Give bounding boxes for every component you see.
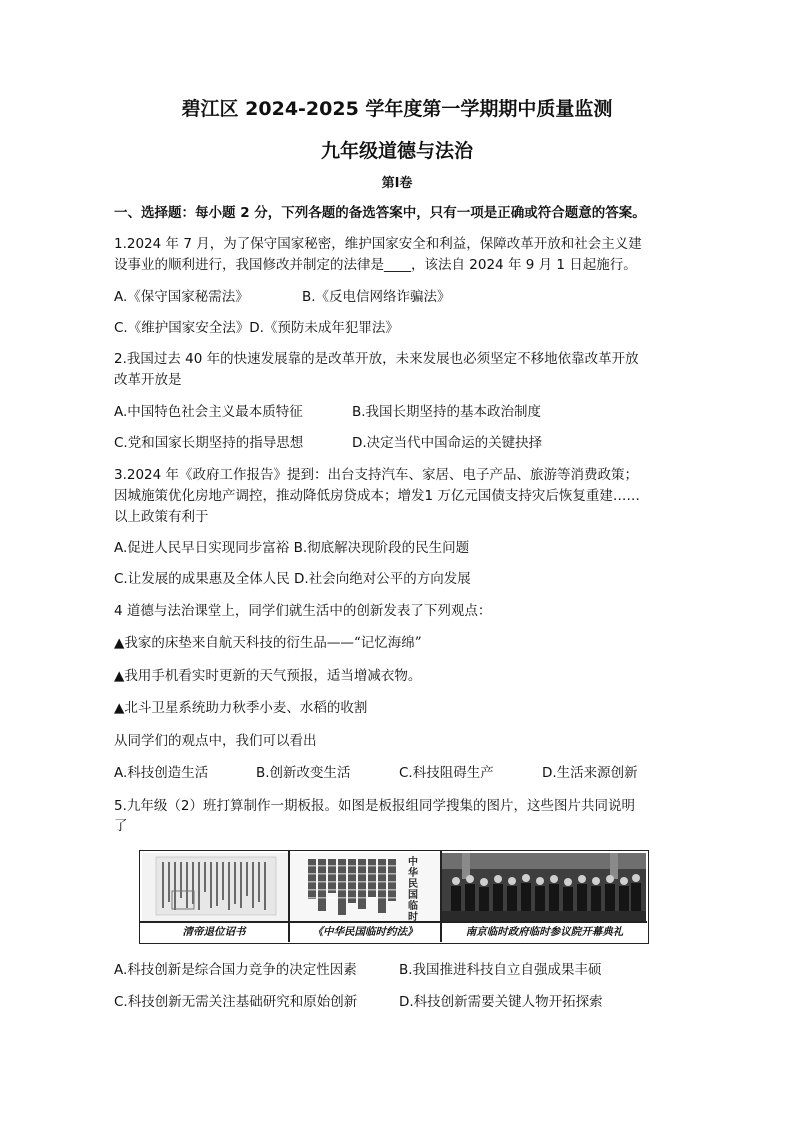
q4-option-d: D.生活来源创新: [542, 765, 638, 781]
provisional-constitution-image: [290, 853, 440, 921]
abdication-edict-image: [142, 853, 288, 921]
q5-option-c: C.科技创新无需关注基础研究和原始创新: [114, 994, 358, 1010]
q3-stem-line3: 以上政策有利于: [114, 509, 209, 525]
q4-stem-line1: 4 道德与法治课堂上，同学们就生活中的创新发表了下列观点：: [114, 603, 492, 619]
q5-option-d: D.科技创新需要关键人物开拓探索: [399, 994, 603, 1010]
q4-option-c: C.科技阻碍生产: [399, 765, 494, 781]
q4-bullet-1: ▲我家的床垫来自航天科技的衍生品——“记忆海绵”: [114, 635, 422, 651]
q2-option-c: C.党和国家长期坚持的指导思想: [114, 435, 304, 451]
section-heading: 一、选择题：每小题 2 分，下列各题的备选答案中，只有一项是正确或符合题意的答案。: [114, 205, 646, 221]
q1-option-a: A.《保守国家秘需法》: [114, 289, 249, 305]
q2-stem-line2: 改革开放是: [114, 372, 182, 388]
figure-caption-2: 《中华民国临时约法》: [312, 926, 418, 938]
q4-bullet-2: ▲我用手机看实时更新的天气预报，适当增减衣物。: [114, 668, 422, 684]
q3-option-cd: C.让发展的成果惠及全体人民 D.社会向绝对公平的方向发展: [114, 571, 471, 587]
q4-stem-line2: 从同学们的观点中，我们可以看出: [114, 733, 317, 749]
q4-bullet-3: ▲北斗卫星系统助力秋季小麦、水稻的收割: [114, 700, 368, 716]
q2-option-d: D.决定当代中国命运的关键抉择: [352, 435, 543, 451]
q3-stem-line1: 3.2024 年《政府工作报告》提到：出台支持汽车、家居、电子产品、旅游等消费政策；: [114, 467, 639, 483]
q5-option-a: A.科技创新是综合国力竞争的决定性因素: [114, 962, 357, 978]
history-photo-figure: [139, 850, 649, 944]
q1-option-b: B.《反电信网络诈骗法》: [302, 289, 451, 305]
exam-subject: 九年级道德与法治: [320, 140, 473, 162]
volume-label: 第Ⅰ卷: [381, 176, 413, 191]
constitution-side-text: 中华民国临时: [408, 857, 418, 921]
q2-option-a: A.中国特色社会主义最本质特征: [114, 404, 303, 420]
q4-option-a: A.科技创造生活: [114, 765, 209, 781]
q2-option-b: B.我国长期坚持的基本政治制度: [352, 404, 542, 420]
senate-opening-photo: [442, 853, 646, 921]
q1-stem-line1: 1.2024 年 7 月，为了保守国家秘密，维护国家安全和利益，保障改革开放和社会主义建: [114, 236, 642, 252]
q5-stem-line2: 了: [114, 818, 128, 834]
q3-stem-line2: 因城施策优化房地产调控，推动降低房贷成本；增发1 万亿元国债支持灾后恢复重建……: [114, 488, 640, 504]
q1-option-cd: C.《维护国家安全法》D.《预防未成年犯罪法》: [114, 320, 399, 336]
figure-caption-3: 南京临时政府临时参议院开幕典礼: [465, 926, 624, 938]
q2-stem-line1: 2.我国过去 40 年的快速发展靠的是改革开放，未来发展也必须坚定不移地依靠改革开放: [114, 351, 639, 367]
q4-option-b: B.创新改变生活: [256, 765, 351, 781]
q5-option-b: B.我国推进科技自立自强成果丰硕: [399, 962, 602, 978]
q5-stem-line1: 5.九年级（2）班打算制作一期板报。如图是板报组同学搜集的图片，这些图片共同说明: [114, 798, 635, 814]
q3-option-ab: A.促进人民早日实现同步富裕 B.彻底解决现阶段的民生问题: [114, 540, 470, 556]
exam-title: 碧江区 2024-2025 学年度第一学期期中质量监测: [181, 98, 613, 120]
figure-caption-1: 清帝退位诏书: [182, 926, 246, 938]
q1-stem-line2: 设事业的顺利进行，我国修改并制定的法律是____，该法自 2024 年 9 月 1 日起施行。: [114, 257, 637, 273]
